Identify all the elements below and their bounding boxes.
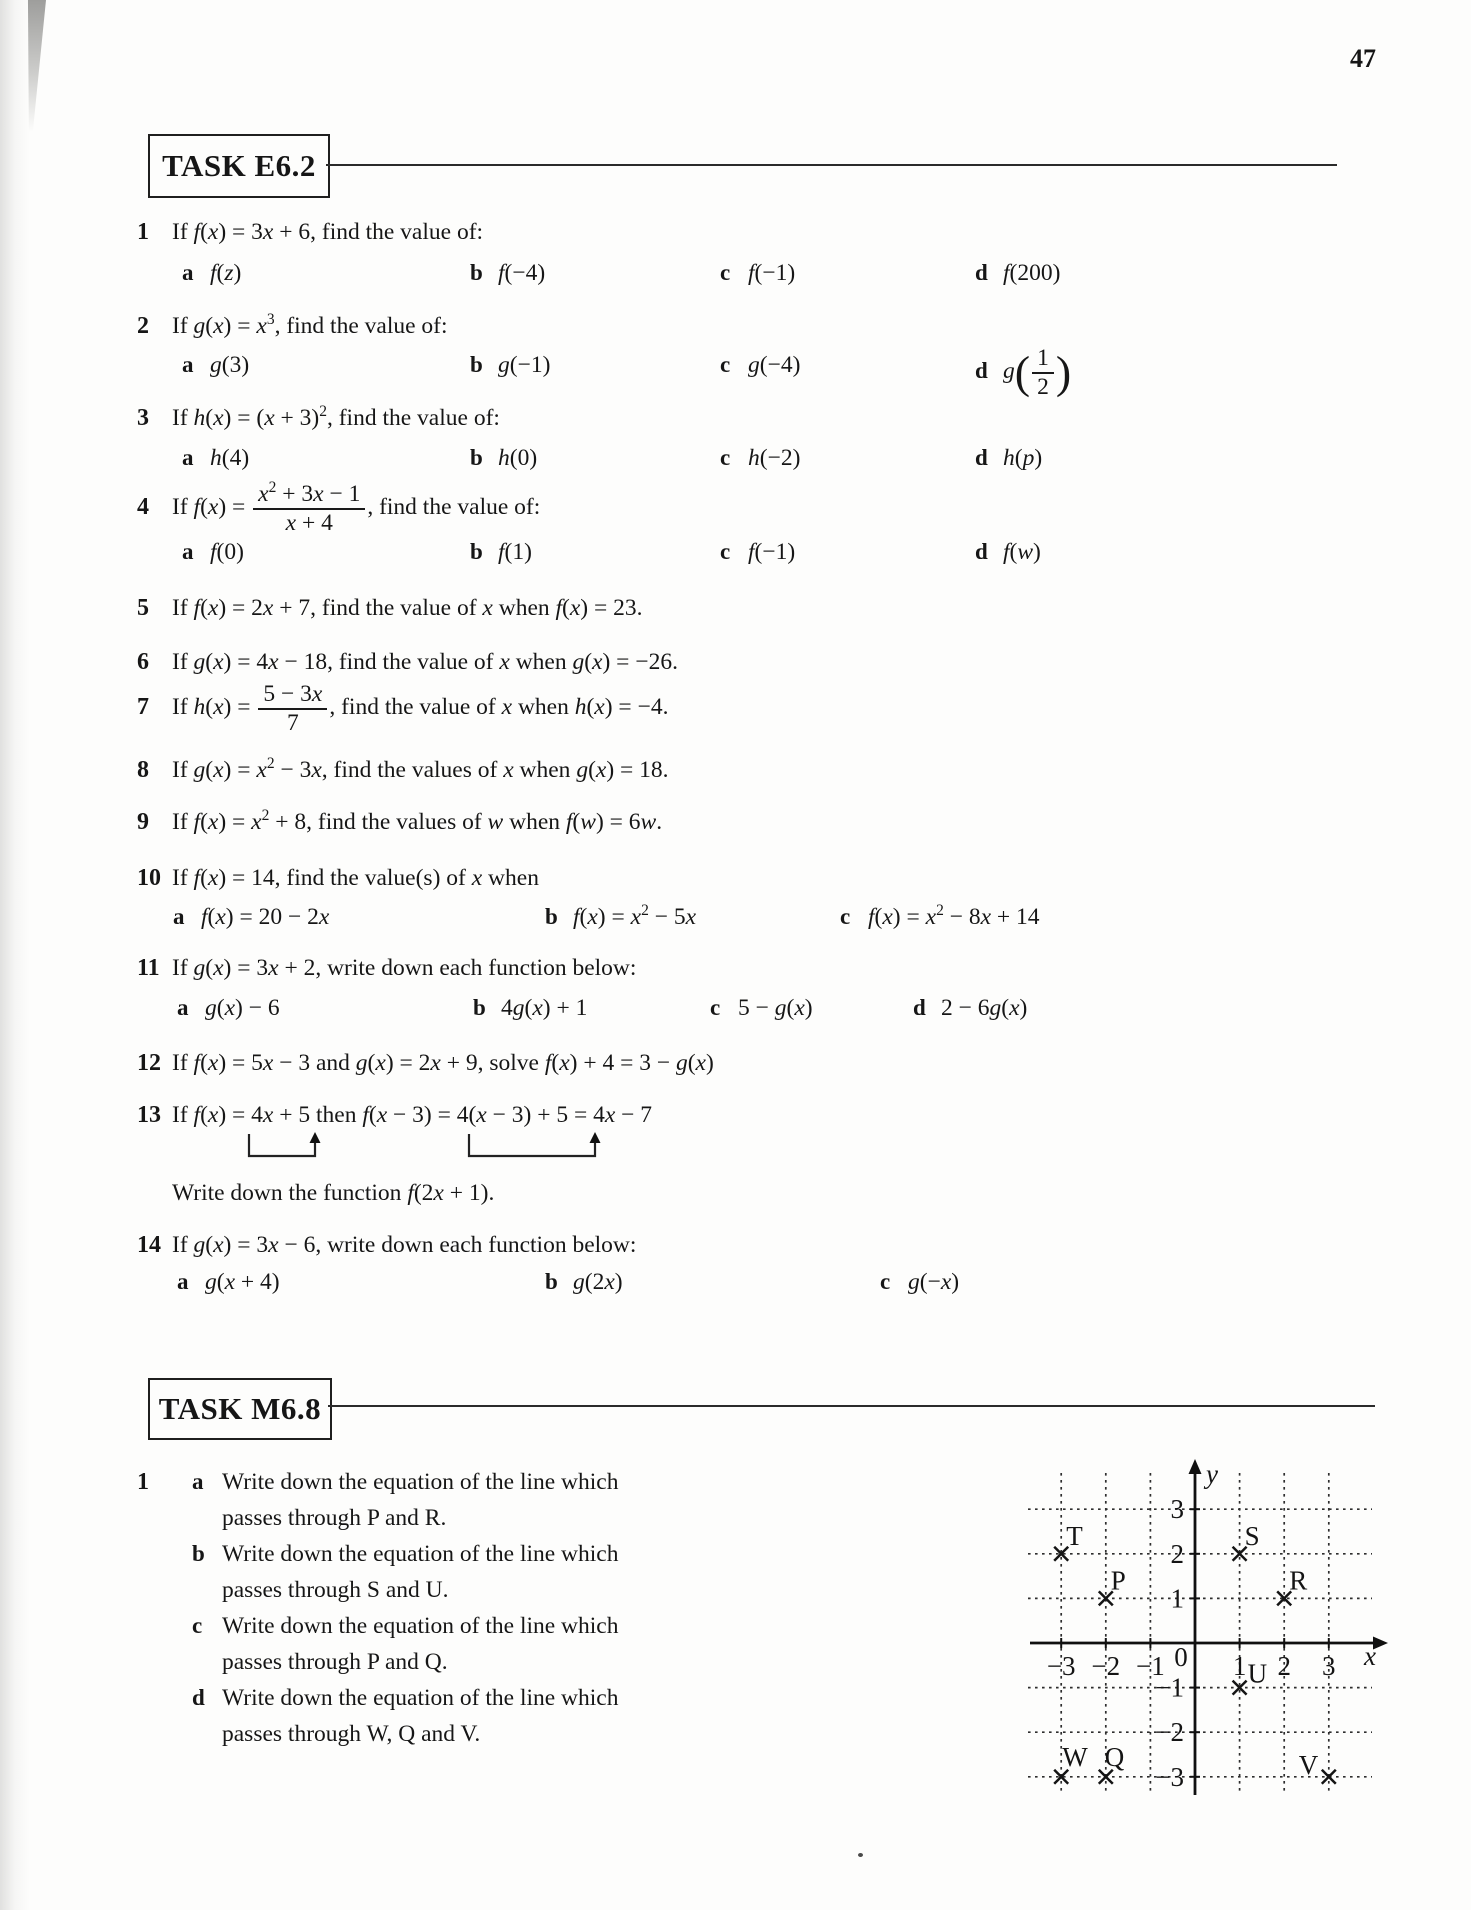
- question-number: 2: [137, 313, 149, 339]
- e62-q13: [137, 1095, 652, 1135]
- task-m68-rule: [328, 1405, 1375, 1407]
- svg-text:0: 0: [1174, 1642, 1188, 1672]
- part-expr: f(−1): [748, 539, 796, 565]
- m68-part-a: [192, 1464, 855, 1536]
- task-e62-rule: [326, 164, 1337, 166]
- part-b: [473, 988, 587, 1028]
- part-b: [470, 438, 537, 478]
- part-expr: f(1): [498, 539, 532, 565]
- question-stem: If $g(x) = x^3$, find the value of:: [172, 311, 448, 339]
- part-d: [975, 438, 1042, 478]
- substitution-arrow-1: [246, 1132, 324, 1162]
- question-stem: If g(x) = 3x + 2, write down each function below:: [172, 955, 637, 981]
- part-label: c: [720, 445, 731, 470]
- question-number: 13: [137, 1102, 161, 1128]
- part-b: [470, 532, 532, 572]
- part-label: b: [545, 904, 558, 929]
- part-label: c: [880, 1269, 891, 1294]
- svg-text:T: T: [1066, 1520, 1083, 1551]
- part-d: [913, 988, 1027, 1028]
- part-line: passes through P and R.: [222, 1505, 447, 1531]
- part-expr: f(z): [210, 260, 242, 286]
- e62-q6: [137, 642, 678, 682]
- question-number: 12: [137, 1050, 161, 1076]
- part-expr: g(−4): [748, 352, 801, 378]
- part-text: [222, 1680, 618, 1752]
- part-a: [182, 438, 249, 478]
- question-number: 1: [137, 1469, 149, 1495]
- question-number: 8: [137, 757, 149, 783]
- part-c: [710, 988, 813, 1028]
- part-label: d: [192, 1685, 205, 1710]
- part-c: [720, 532, 795, 572]
- m68-part-d: [192, 1680, 855, 1752]
- part-label: c: [720, 352, 731, 377]
- question-note: Write down the function f(2x + 1).: [172, 1180, 495, 1206]
- question-number: 11: [137, 955, 160, 981]
- part-c: [720, 253, 795, 293]
- question-stem: If g(x) = 3x − 6, write down each function below:: [172, 1232, 637, 1258]
- question-stem: If $f(x) = x^2 + 8$, find the values of w when f(w) = 6w.: [172, 807, 663, 835]
- part-expr: $f(x) = x^2 - 8x + 14$: [868, 902, 1040, 930]
- e62-q12: [137, 1043, 714, 1083]
- task-e62-title: TASK E6.2: [162, 148, 316, 183]
- question-stem: If f(x) = 14, find the value(s) of x when: [172, 865, 539, 891]
- svg-text:1: 1: [1232, 1651, 1247, 1681]
- part-expr: 5 − g(x): [738, 995, 813, 1021]
- question-number: 6: [137, 649, 149, 675]
- part-b: [545, 1262, 623, 1302]
- part-label: a: [177, 995, 189, 1020]
- part-label: b: [545, 1269, 558, 1294]
- e62-q4: [137, 479, 541, 537]
- part-line: Write down the equation of the line which: [222, 1613, 619, 1639]
- question-number: 1: [137, 219, 149, 245]
- part-expr: g(−x): [908, 1269, 960, 1295]
- svg-text:x: x: [1364, 1641, 1376, 1671]
- substitution-arrow-2: [466, 1132, 604, 1162]
- task-m68-title-box: [148, 1378, 332, 1440]
- part-line: Write down the equation of the line which: [222, 1685, 619, 1711]
- part-expr: g(3): [210, 352, 250, 378]
- part-d: [975, 532, 1041, 572]
- part-label: a: [177, 1269, 189, 1294]
- part-expr: g(x + 4): [205, 1269, 280, 1295]
- part-label: c: [840, 904, 851, 929]
- part-label: c: [710, 995, 721, 1020]
- part-expr: f(−4): [498, 260, 546, 286]
- part-b: [545, 897, 696, 937]
- part-c: [720, 438, 800, 478]
- svg-text:3: 3: [1170, 1494, 1184, 1525]
- part-expr: h(4): [210, 445, 250, 471]
- part-line: passes through P and Q.: [222, 1649, 448, 1675]
- svg-text:S: S: [1244, 1520, 1260, 1551]
- part-label: d: [913, 995, 926, 1020]
- part-expr: g(2x): [573, 1269, 623, 1295]
- question-number: 3: [137, 405, 149, 431]
- part-label: b: [192, 1541, 205, 1566]
- part-a: [182, 253, 241, 293]
- part-c: [720, 345, 800, 385]
- part-expr: g(−1): [498, 352, 551, 378]
- question-stem: If $h(x) = (x + 3)^2$, find the value of:: [172, 403, 500, 431]
- svg-text:Q: Q: [1104, 1741, 1125, 1772]
- m68-q1: [137, 1464, 855, 1752]
- part-label: c: [720, 260, 731, 285]
- part-a: [182, 345, 249, 385]
- part-label: d: [975, 260, 988, 285]
- e62-q7: [137, 681, 669, 737]
- part-expr: g( $\frac{1}{2}$ ): [1003, 345, 1072, 401]
- e62-q5: [137, 588, 643, 628]
- task-m68-title: TASK M6.8: [158, 1391, 322, 1426]
- question-stem: If f(x) = 2x + 7, find the value of x when f(x) = 23.: [172, 595, 643, 621]
- e62-q9: [137, 802, 662, 842]
- part-c: [840, 897, 1040, 937]
- svg-text:2: 2: [1277, 1651, 1291, 1681]
- question-stem: If f(x) = 4x + 5 then f(x − 3) = 4(x − 3) + 5 = 4x − 7: [172, 1102, 653, 1128]
- part-label: b: [473, 995, 486, 1020]
- m68-part-b: [192, 1536, 855, 1608]
- part-label: c: [720, 539, 731, 564]
- svg-text:y: y: [1206, 1459, 1218, 1489]
- part-label: a: [182, 445, 194, 470]
- task-e62-title-box: [148, 134, 330, 198]
- svg-text:R: R: [1289, 1565, 1308, 1596]
- question-stem: If h(x) = $\frac{5 - 3x}{7}$ , find the value of x when h(x) = −4.: [172, 681, 669, 737]
- e62-q11: [137, 948, 636, 988]
- part-expr: $f(x) = x^2 - 5x$: [573, 902, 697, 930]
- part-a: [177, 1262, 280, 1302]
- part-expr: g(x) − 6: [205, 995, 280, 1021]
- question-number: 7: [137, 694, 149, 721]
- question-stem: If f(x) = 5x − 3 and g(x) = 2x + 9, solve f(x) + 4 = 3 − g(x): [172, 1050, 714, 1076]
- part-expr: f(x) = 20 − 2x: [201, 904, 330, 930]
- svg-text:−3: −3: [1046, 1651, 1076, 1681]
- e62-q13-note: [137, 1173, 494, 1213]
- svg-text:2: 2: [1170, 1538, 1184, 1569]
- part-label: b: [470, 445, 483, 470]
- page-number: 47: [1350, 44, 1376, 73]
- part-expr: h(p): [1003, 445, 1043, 471]
- part-text: [222, 1464, 618, 1536]
- question-stem: If f(x) = $\frac{x^2 + 3x - 1}{x + 4}$ , find the value of:: [172, 479, 541, 537]
- part-line: passes through S and U.: [222, 1577, 449, 1603]
- part-label: c: [192, 1613, 203, 1638]
- part-expr: h(−2): [748, 445, 801, 471]
- scan-artifact-left-edge: [0, 0, 30, 1910]
- part-label: b: [470, 539, 483, 564]
- part-a: [173, 897, 329, 937]
- svg-text:U: U: [1247, 1658, 1268, 1689]
- question-number: 14: [137, 1232, 161, 1258]
- part-label: a: [182, 352, 194, 377]
- part-label: d: [975, 445, 988, 470]
- part-b: [470, 253, 545, 293]
- part-expr: 2 − 6g(x): [941, 995, 1028, 1021]
- part-label: a: [182, 539, 194, 564]
- e62-q2: [137, 306, 448, 346]
- part-label: a: [192, 1469, 204, 1494]
- scan-artifact-speck: [858, 1853, 863, 1857]
- svg-text:−1: −1: [1136, 1651, 1165, 1681]
- svg-text:−2: −2: [1091, 1651, 1121, 1681]
- m68-part-c: [192, 1608, 855, 1680]
- svg-text:−1: −1: [1155, 1672, 1184, 1703]
- part-line: Write down the equation of the line which: [222, 1469, 619, 1495]
- svg-text:1: 1: [1170, 1583, 1184, 1614]
- part-label: d: [975, 539, 988, 564]
- e62-q8: [137, 750, 669, 790]
- part-label: a: [182, 260, 194, 285]
- question-number: 4: [137, 494, 149, 521]
- part-d: [975, 253, 1060, 293]
- part-label: b: [470, 260, 483, 285]
- part-text: [222, 1608, 618, 1680]
- part-expr: h(0): [498, 445, 538, 471]
- part-c: [880, 1262, 959, 1302]
- question-stem: If $g(x) = x^2 - 3x$, find the values of x when g(x) = 18.: [172, 755, 669, 783]
- coordinate-grid-chart: [1020, 1453, 1400, 1805]
- svg-text:V: V: [1298, 1749, 1319, 1780]
- part-d: [975, 345, 1072, 401]
- part-expr: f(−1): [748, 260, 796, 286]
- part-line: Write down the equation of the line which: [222, 1541, 619, 1567]
- part-expr: 4g(x) + 1: [501, 995, 588, 1021]
- e62-q3: [137, 398, 500, 438]
- question-stem: If f(x) = 3x + 6, find the value of:: [172, 219, 484, 245]
- svg-text:P: P: [1110, 1565, 1126, 1596]
- question-stem: If g(x) = 4x − 18, find the value of x when g(x) = −26.: [172, 649, 678, 675]
- question-number: 5: [137, 595, 149, 621]
- e62-q14: [137, 1225, 636, 1265]
- svg-text:W: W: [1062, 1741, 1088, 1772]
- part-expr: f(200): [1003, 260, 1061, 286]
- part-b: [470, 345, 550, 385]
- e62-q10: [137, 858, 539, 898]
- question-number: 10: [137, 865, 161, 891]
- part-a: [182, 532, 244, 572]
- part-label: b: [470, 352, 483, 377]
- part-expr: f(w): [1003, 539, 1041, 565]
- question-number: 9: [137, 809, 149, 835]
- part-label: a: [173, 904, 185, 929]
- e62-q1: [137, 212, 483, 252]
- svg-text:−3: −3: [1155, 1761, 1184, 1792]
- part-text: [222, 1536, 618, 1608]
- part-line: passes through W, Q and V.: [222, 1721, 481, 1747]
- svg-text:3: 3: [1322, 1651, 1336, 1681]
- part-expr: f(0): [210, 539, 244, 565]
- part-a: [177, 988, 280, 1028]
- svg-text:−2: −2: [1155, 1717, 1184, 1748]
- part-label: d: [975, 358, 988, 384]
